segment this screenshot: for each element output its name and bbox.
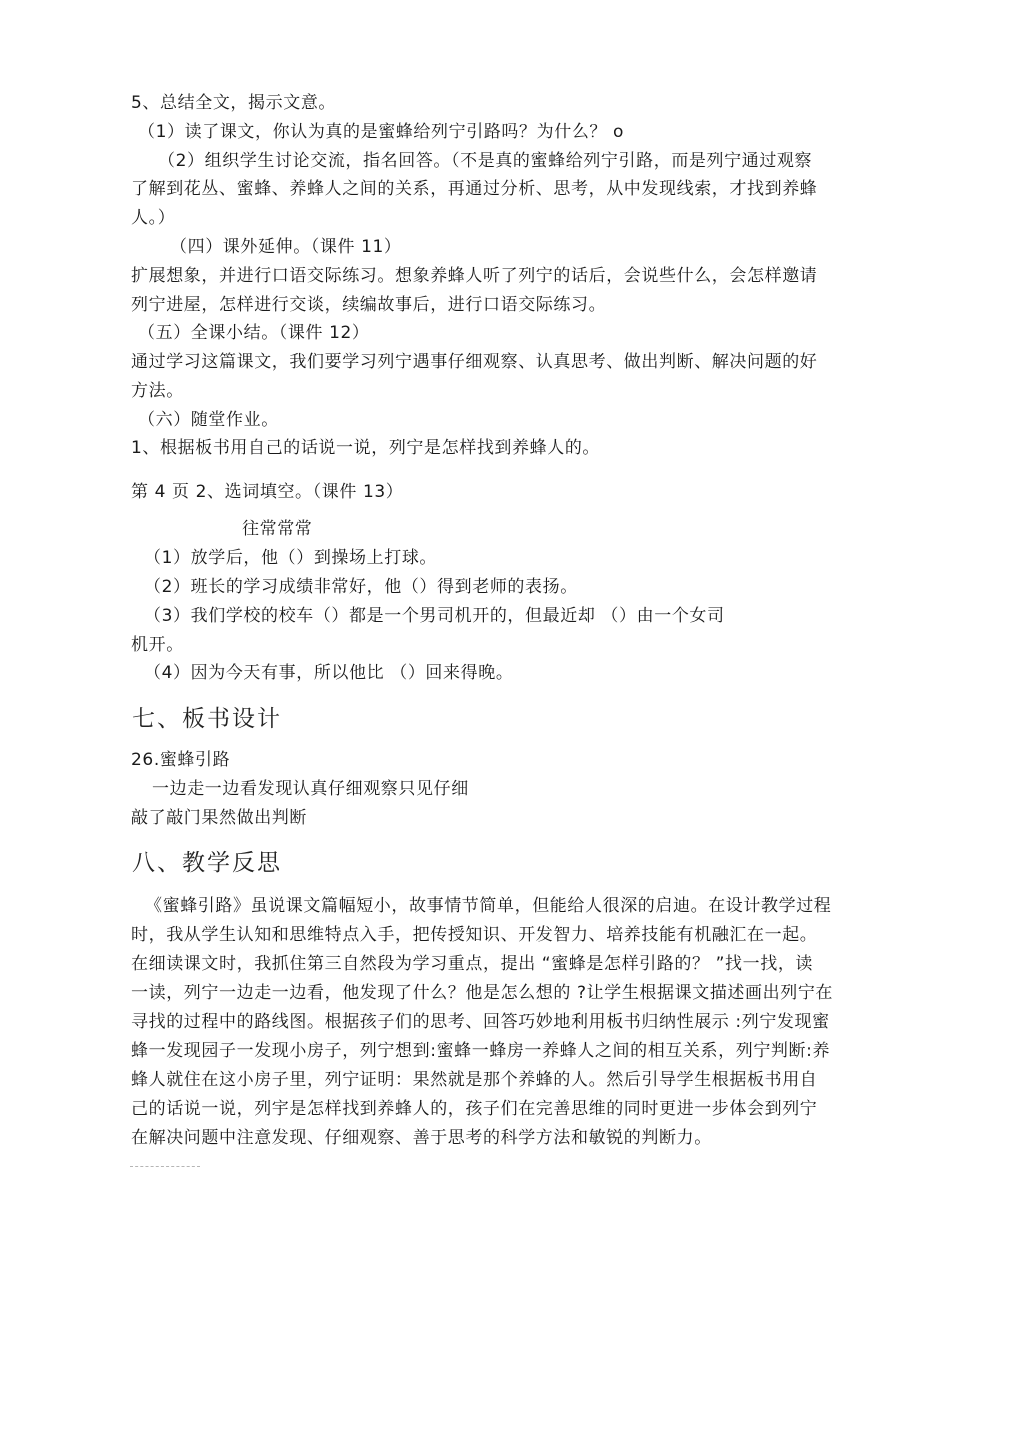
summary-step: 5、总结全文，揭示文意。	[131, 93, 337, 113]
fill-blank-4: （4）因为今天有事，所以他比 （）回来得晚。	[144, 663, 514, 683]
reflection-line-7: 蜂人就住在这小房子里，列宁证明：果然就是那个养蜂的人。然后引导学生根据板书用自	[131, 1070, 818, 1090]
summary-question-1: （1）读了课文，你认为真的是蜜蜂给列宁引路吗？为什么？ o	[138, 122, 625, 142]
summary-question-2-line-2: 了解到花丛、蜜蜂、养蜂人之间的关系，再通过分析、思考，从中发现线索，才找到养蜂	[131, 179, 818, 199]
section-4-line-2: 列宁进屋，怎样进行交谈，续编故事后，进行口语交际练习。	[131, 295, 607, 315]
reflection-line-8: 己的话说一说，列宇是怎样找到养蜂人的，孩子们在完善思维的同时更进一步体会到列宁	[131, 1099, 818, 1119]
section-4-title: （四）课外延伸。（课件 11）	[170, 237, 402, 257]
section-5-title: （五）全课小结。（课件 12）	[138, 323, 370, 343]
reflection-line-6: 蜂一发现园子一发现小房子，列宁想到:蜜蜂一蜂房一养蜂人之间的相互关系，列宁判断:养	[131, 1041, 831, 1061]
summary-question-2-line-3: 人。）	[131, 208, 176, 228]
homework-item-1: 1、根据板书用自己的话说一说，列宁是怎样找到养蜂人的。	[131, 438, 601, 458]
summary-question-2-line-1: （2）组织学生讨论交流，指名回答。（不是真的蜜蜂给列宁引路，而是列宁通过观察	[158, 151, 813, 171]
reflection-line-4: 一读，列宁一边走一边看，他发现了什么？他是怎么想的 ?让学生根据课文描述画出列宁在	[131, 983, 834, 1003]
reflection-line-3: 在细读课文时，我抓住第三自然段为学习重点，提出 “蜜蜂是怎样引路的？ ”找一找，读	[131, 954, 814, 974]
section-5-line-2: 方法。	[131, 381, 184, 401]
fill-blank-1: （1）放学后，他（）到操场上打球。	[144, 548, 438, 568]
fill-blank-3-continued: 机开。	[131, 635, 184, 655]
section-7-heading: 七、板书设计	[132, 706, 282, 732]
reflection-line-9: 在解决问题中注意发现、仔细观察、善于思考的科学方法和敏锐的判断力。	[131, 1128, 712, 1148]
fill-blank-3: （3）我们学校的校车（）都是一个男司机开的，但最近却 （）由一个女司	[144, 606, 725, 626]
section-4-line-1: 扩展想象，并进行口语交际练习。想象养蜂人听了列宁的话后，会说些什么，会怎样邀请	[131, 266, 818, 286]
reflection-line-2: 时，我从学生认知和思维特点入手，把传授知识、开发智力、培养技能有机融汇在一起。	[131, 925, 818, 945]
section-6-title: （六）随堂作业。	[138, 410, 279, 430]
board-line-1: 一边走一边看发现认真仔细观察只见仔细	[152, 779, 469, 799]
homework-item-2: 第 4 页 2、选词填空。（课件 13）	[131, 482, 404, 502]
word-choices: 往常常常	[242, 519, 313, 539]
reflection-line-5: 寻找的过程中的路线图。根据孩子们的思考、回答巧妙地利用板书归纳性展示 :列宁发现蜜	[131, 1012, 830, 1032]
footnote-divider	[130, 1166, 200, 1167]
section-8-heading: 八、教学反思	[132, 850, 282, 876]
board-line-2: 敲了敲门果然做出判断	[131, 808, 307, 828]
board-title: 26.蜜蜂引路	[131, 750, 231, 770]
fill-blank-2: （2）班长的学习成绩非常好，他（）得到老师的表扬。	[144, 577, 578, 597]
reflection-line-1: 《蜜蜂引路》虽说课文篇幅短小，故事情节简单，但能给人很深的启迪。在设计教学过程	[145, 896, 832, 916]
section-5-line-1: 通过学习这篇课文，我们要学习列宁遇事仔细观察、认真思考、做出判断、解决问题的好	[131, 352, 818, 372]
